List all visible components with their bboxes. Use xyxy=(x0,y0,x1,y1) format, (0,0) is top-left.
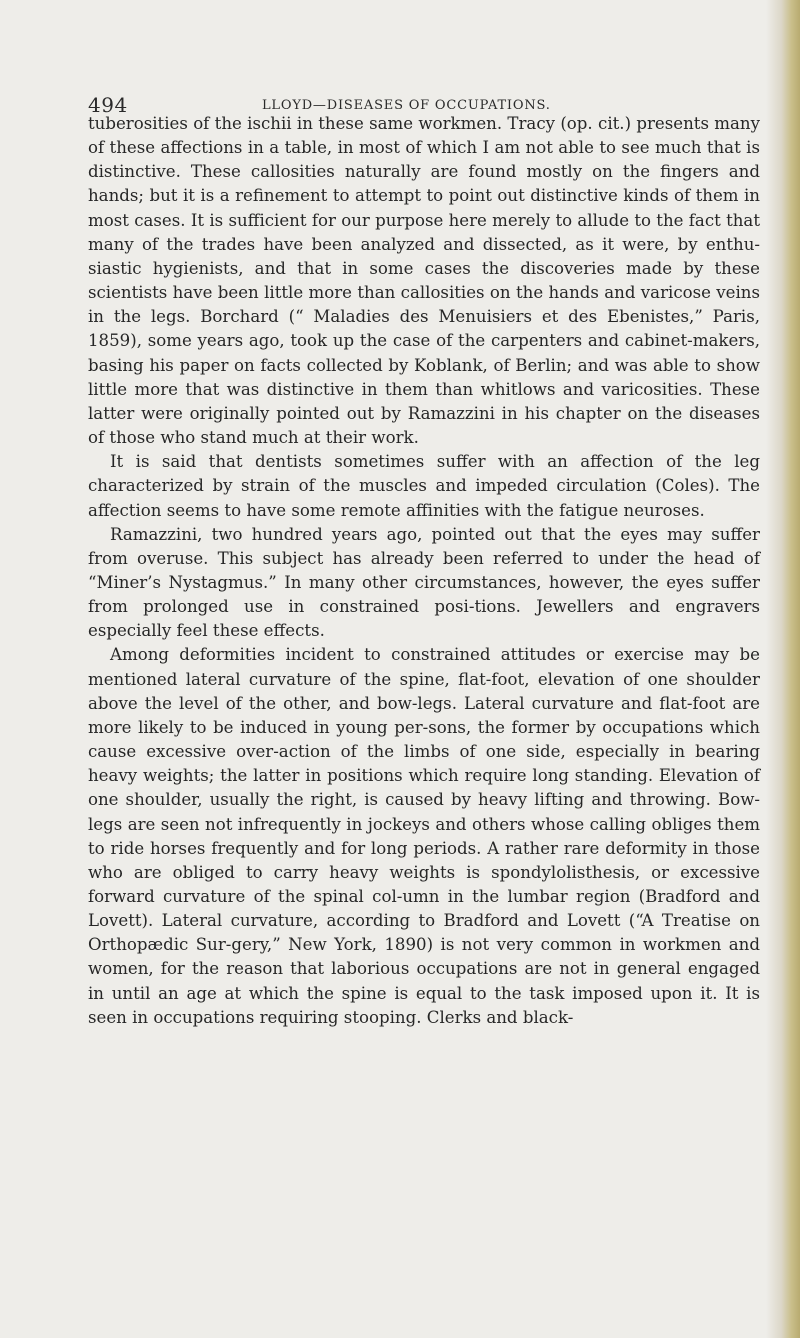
paragraph: Ramazzini, two hundred years ago, pointed out that the eyes may suffer from overuse. This subject has already been referred to under the head of “Miner’s Nystagmus.” In many other circumstances, however, the eyes suffer from prolonged use in constrained posi-tions. Jewellers and engravers especially feel these effects. xyxy=(88,524,760,641)
page-number: 494 xyxy=(88,93,128,117)
paragraph: tuberosities of the ischii in these same workmen. Tracy (op. cit.) presents many of these affections in a table, in most of which I am not able to see much that is distinctive. These callosities naturally are found mostly on the fingers and hands; but it is a refinement to attempt to point out distinctive kinds of them in most cases. It is sufficient for our purpose here merely to allude to the fact that many of the trades have been analyzed and dissected, as it were, by enthu-siastic hygienists, and that in some cases the discoveries made by these scientists have been little more than callosities on the hands and varicose veins in the legs. Borchard (“ Maladies des Menuisiers et des Ebenistes,” Paris, 1859), some years ago, took up the case of the carpenters and cabinet-makers, basing his paper on facts collected by Koblank, of Berlin; and was able to show little more that was distinctive in them than whitlows and varicosities. These latter were originally pointed out by Ramazzini in his chapter on the diseases of those who stand much at their work. xyxy=(88,114,760,448)
running-head: LLOYD—DISEASES OF OCCUPATIONS. xyxy=(262,98,551,113)
paragraph: It is said that dentists sometimes suffer with an affection of the leg characterized by strain of the muscles and impeded circulation (Coles). The affection seems to have some remote affinities with the fatigue neuroses. xyxy=(88,452,760,520)
body-text xyxy=(88,112,760,1030)
paragraph: Among deformities incident to constrained attitudes or exercise may be mentioned lateral curvature of the spine, flat-foot, elevation of one shoulder above the level of the other, and bow-legs. Lateral curvature and flat-foot are more likely to be induced in young per-sons, the former by occupations which cause excessive over-action of the limbs of one side, especially in bearing heavy weights; the latter in positions which require long standing. Elevation of one shoulder, usually the right, is caused by heavy lifting and throwing. Bow-legs are seen not infrequently in jockeys and others whose calling obliges them to ride horses frequently and for long periods. A rather rare deformity in those who are obliged to carry heavy weights is spondylolisthesis, or excessive forward curvature of the spinal col-umn in the lumbar region (Bradford and Lovett). Lateral curvature, according to Bradford and Lovett (“A Treatise on Orthopædic Sur-gery,” New York, 1890) is not very common in workmen and women, for the reason that laborious occupations are not in general engaged in until an age at which the spine is equal to the task imposed upon it. It is seen in occupations requiring stooping. Clerks and black- xyxy=(88,645,760,1027)
page-edge xyxy=(766,0,800,1338)
